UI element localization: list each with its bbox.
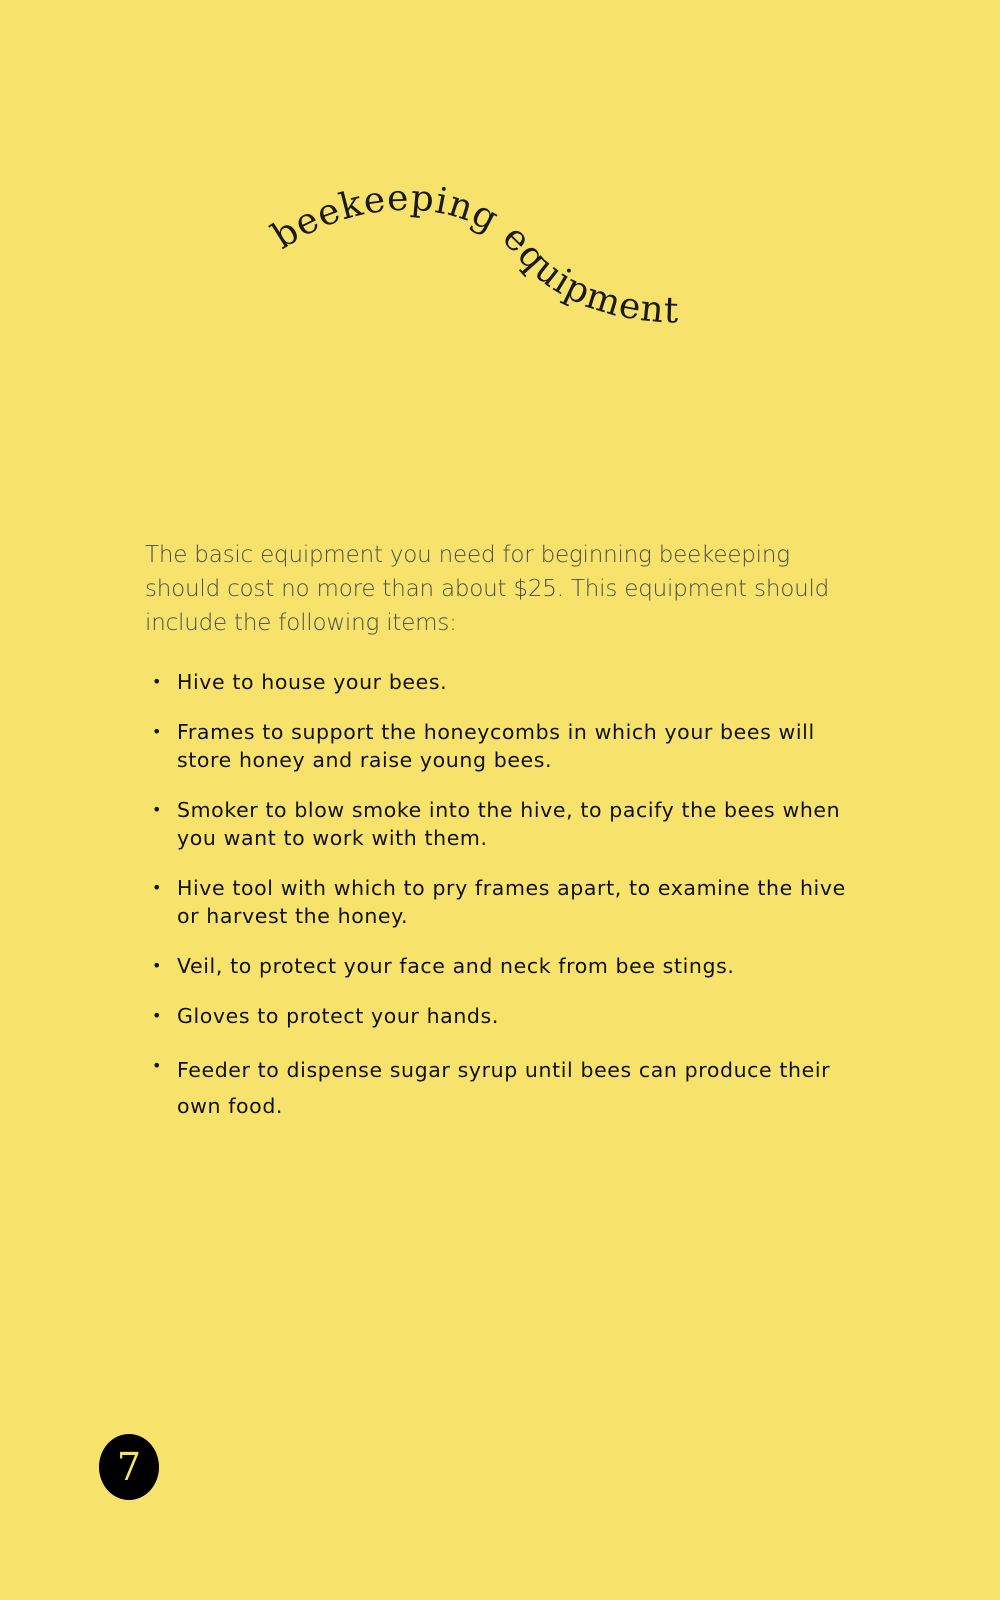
curved-title: [0, 0, 1000, 420]
list-item: [152, 796, 862, 852]
bullet-icon: •: [152, 722, 163, 741]
list-item: [152, 1052, 862, 1124]
list-item-text: Veil, to protect your face and neck from bee stings.: [177, 954, 735, 978]
list-item-text: Feeder to dispense sugar syrup until bees can produce their own food.: [177, 1058, 831, 1118]
bullet-icon: •: [152, 956, 163, 975]
list-item-text: Smoker to blow smoke into the hive, to pacify the bees when you want to work with them.: [177, 798, 841, 850]
page-title-text: beekeeping equipment: [264, 177, 680, 332]
list-item: [152, 874, 862, 930]
page-title: [265, 178, 680, 332]
list-item-text: Hive tool with which to pry frames apart, to examine the hive or harvest the honey.: [177, 876, 846, 928]
list-item: [152, 718, 862, 774]
page-number: 7: [116, 1445, 142, 1489]
equipment-list: [152, 668, 862, 1146]
bullet-icon: •: [152, 672, 163, 691]
list-item: [152, 1002, 862, 1030]
bullet-icon: •: [152, 1006, 163, 1025]
list-item: [152, 952, 862, 980]
bullet-icon: •: [152, 1056, 163, 1075]
list-item-text: Frames to support the honeycombs in which your bees will store honey and raise young bees.: [177, 720, 815, 772]
page-number-badge: [99, 1434, 159, 1500]
list-item: [152, 668, 862, 696]
bullet-icon: •: [152, 800, 163, 819]
intro-paragraph: The basic equipment you need for beginning beekeeping should cost no more than about $25. This equipment should include the following items:: [145, 542, 830, 636]
bullet-icon: •: [152, 878, 163, 897]
list-item-text: Hive to house your bees.: [177, 670, 448, 694]
list-item-text: Gloves to protect your hands.: [177, 1004, 499, 1028]
